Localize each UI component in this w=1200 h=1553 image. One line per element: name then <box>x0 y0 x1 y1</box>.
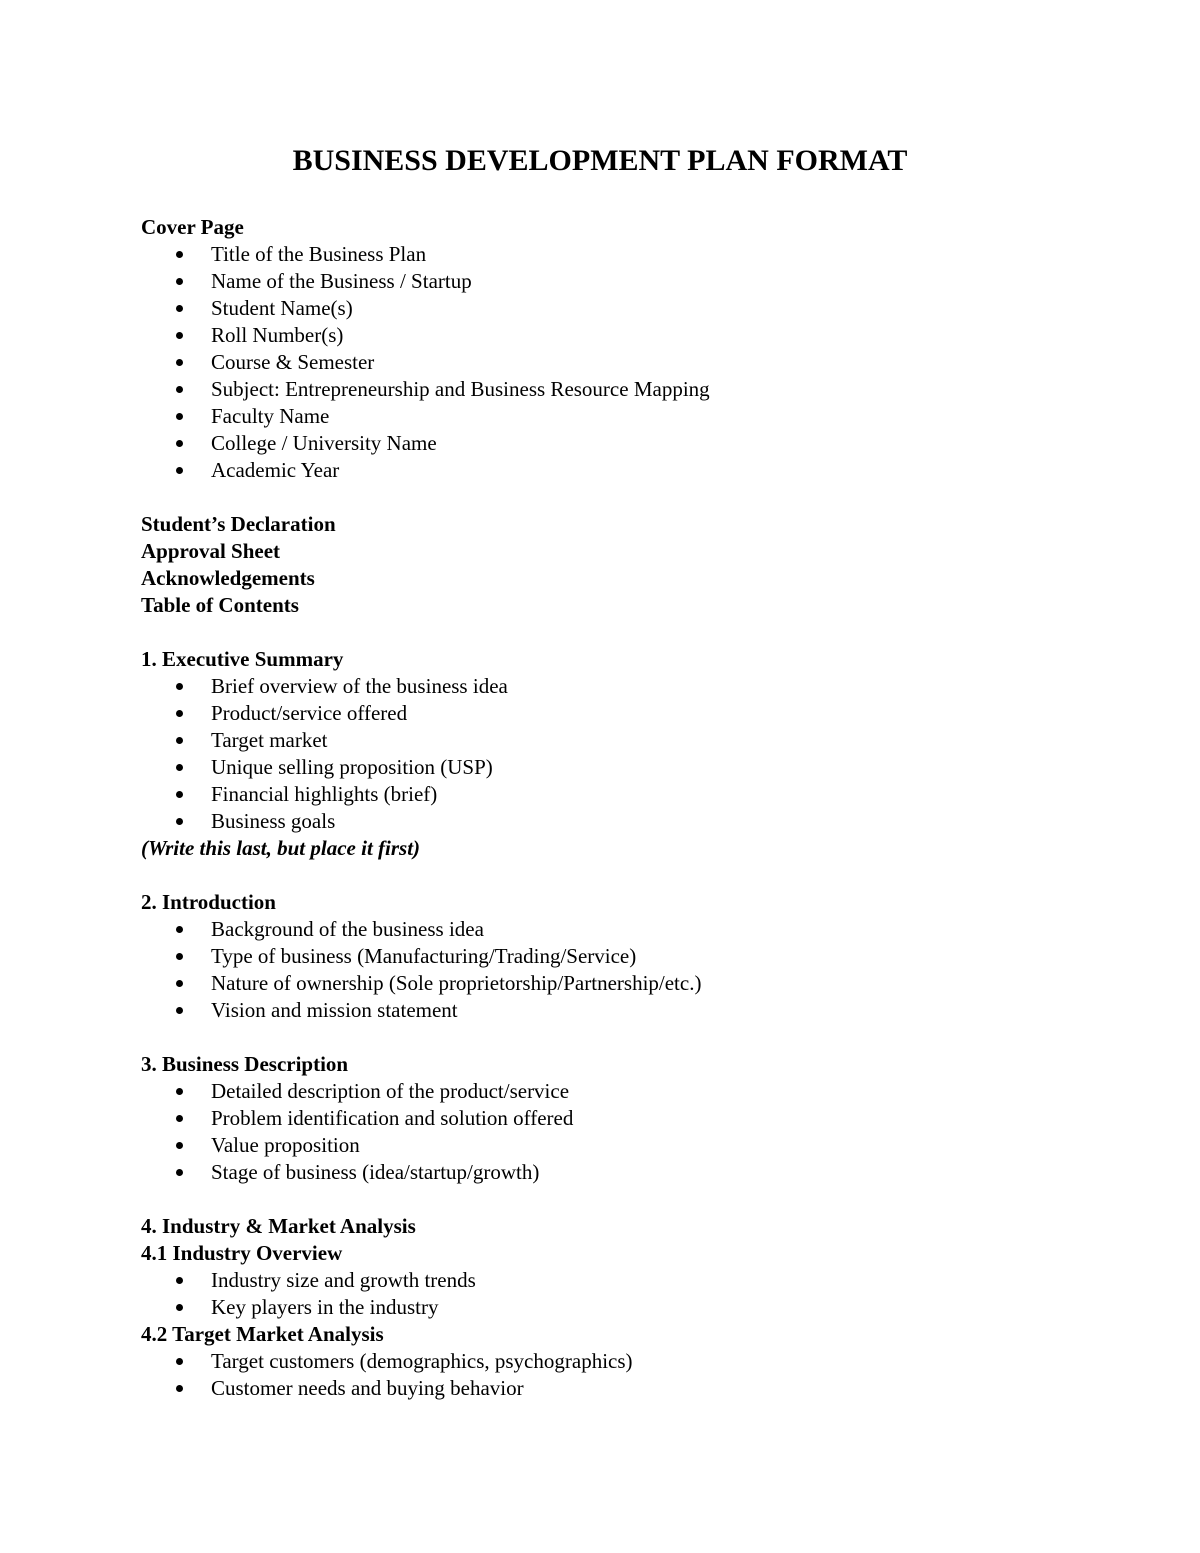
list-item <box>141 808 1101 835</box>
spacer <box>141 619 1101 646</box>
bullet-icon <box>176 413 183 420</box>
spacer <box>141 1186 1101 1213</box>
list-item-text: Target market <box>211 728 328 752</box>
list-item <box>141 457 1101 484</box>
list-item <box>141 997 1101 1024</box>
list-item <box>141 943 1101 970</box>
subsection-heading-target-market-analysis: 4.2 Target Market Analysis <box>141 1322 384 1346</box>
list-item <box>141 1267 1101 1294</box>
bullet-icon <box>176 1088 183 1095</box>
section-heading-industry-market-analysis: 4. Industry & Market Analysis <box>141 1214 416 1238</box>
section-heading-approval-sheet: Approval Sheet <box>141 539 281 563</box>
introduction-list <box>141 916 1101 1024</box>
section-heading-introduction: 2. Introduction <box>141 890 276 914</box>
bullet-icon <box>176 953 183 960</box>
list-item-text: Faculty Name <box>211 404 330 428</box>
list-item <box>141 673 1101 700</box>
bullet-icon <box>176 683 183 690</box>
bullet-icon <box>176 251 183 258</box>
section-heading-cover-page: Cover Page <box>141 215 244 239</box>
list-item-text: College / University Name <box>211 431 437 455</box>
list-item <box>141 727 1101 754</box>
list-item-text: Vision and mission statement <box>211 998 458 1022</box>
list-item <box>141 1132 1101 1159</box>
industry-overview-list <box>141 1267 1101 1321</box>
list-item-text: Subject: Entrepreneurship and Business Resource Mapping <box>211 377 710 401</box>
bullet-icon <box>176 386 183 393</box>
list-item-text: Nature of ownership (Sole proprietorship/Partnership/etc.) <box>211 971 702 995</box>
list-item <box>141 430 1101 457</box>
list-item <box>141 295 1101 322</box>
list-item <box>141 700 1101 727</box>
list-item-text: Student Name(s) <box>211 296 353 320</box>
list-item <box>141 916 1101 943</box>
bullet-icon <box>176 764 183 771</box>
list-item <box>141 376 1101 403</box>
list-item-text: Background of the business idea <box>211 917 484 941</box>
list-item <box>141 349 1101 376</box>
list-item-text: Value proposition <box>211 1133 360 1157</box>
list-item <box>141 1078 1101 1105</box>
list-item <box>141 268 1101 295</box>
bullet-icon <box>176 1277 183 1284</box>
list-item <box>141 1105 1101 1132</box>
list-item-text: Course & Semester <box>211 350 375 374</box>
bullet-icon <box>176 359 183 366</box>
document-body <box>141 214 1101 1402</box>
bullet-icon <box>176 305 183 312</box>
list-item <box>141 1159 1101 1186</box>
bullet-icon <box>176 1142 183 1149</box>
bullet-icon <box>176 980 183 987</box>
bullet-icon <box>176 1169 183 1176</box>
list-item <box>141 241 1101 268</box>
spacer <box>141 862 1101 889</box>
executive-summary-note: (Write this last, but place it first) <box>141 836 421 860</box>
section-heading-table-of-contents: Table of Contents <box>141 593 299 617</box>
list-item-text: Academic Year <box>211 458 340 482</box>
list-item-text: Key players in the industry <box>211 1295 439 1319</box>
cover-page-list <box>141 241 1101 484</box>
list-item-text: Customer needs and buying behavior <box>211 1376 524 1400</box>
bullet-icon <box>176 737 183 744</box>
bullet-icon <box>176 818 183 825</box>
bullet-icon <box>176 278 183 285</box>
list-item <box>141 970 1101 997</box>
business-description-list <box>141 1078 1101 1186</box>
list-item-text: Detailed description of the product/service <box>211 1079 570 1103</box>
list-item <box>141 403 1101 430</box>
list-item-text: Industry size and growth trends <box>211 1268 476 1292</box>
bullet-icon <box>176 332 183 339</box>
list-item-text: Unique selling proposition (USP) <box>211 755 493 779</box>
list-item <box>141 322 1101 349</box>
list-item-text: Problem identification and solution offered <box>211 1106 574 1130</box>
document-title: BUSINESS DEVELOPMENT PLAN FORMAT <box>292 144 908 177</box>
bullet-icon <box>176 926 183 933</box>
list-item <box>141 1348 1101 1375</box>
spacer <box>141 484 1101 511</box>
section-heading-acknowledgements: Acknowledgements <box>141 566 315 590</box>
section-heading-students-declaration: Student’s Declaration <box>141 512 336 536</box>
bullet-icon <box>176 1358 183 1365</box>
list-item-text: Brief overview of the business idea <box>211 674 508 698</box>
list-item-text: Name of the Business / Startup <box>211 269 472 293</box>
bullet-icon <box>176 467 183 474</box>
list-item <box>141 1294 1101 1321</box>
list-item <box>141 754 1101 781</box>
list-item-text: Roll Number(s) <box>211 323 344 347</box>
bullet-icon <box>176 1007 183 1014</box>
bullet-icon <box>176 710 183 717</box>
bullet-icon <box>176 791 183 798</box>
list-item-text: Stage of business (idea/startup/growth) <box>211 1160 540 1184</box>
bullet-icon <box>176 1385 183 1392</box>
list-item-text: Type of business (Manufacturing/Trading/Service) <box>211 944 637 968</box>
subsection-heading-industry-overview: 4.1 Industry Overview <box>141 1241 343 1265</box>
bullet-icon <box>176 1304 183 1311</box>
section-heading-business-description: 3. Business Description <box>141 1052 349 1076</box>
spacer <box>141 1024 1101 1051</box>
list-item-text: Business goals <box>211 809 336 833</box>
list-item-text: Target customers (demographics, psychographics) <box>211 1349 633 1373</box>
section-heading-executive-summary: 1. Executive Summary <box>141 647 344 671</box>
bullet-icon <box>176 440 183 447</box>
bullet-icon <box>176 1115 183 1122</box>
list-item-text: Financial highlights (brief) <box>211 782 438 806</box>
list-item-text: Product/service offered <box>211 701 408 725</box>
list-item <box>141 781 1101 808</box>
list-item-text: Title of the Business Plan <box>211 242 427 266</box>
target-market-analysis-list <box>141 1348 1101 1402</box>
list-item <box>141 1375 1101 1402</box>
executive-summary-list <box>141 673 1101 835</box>
